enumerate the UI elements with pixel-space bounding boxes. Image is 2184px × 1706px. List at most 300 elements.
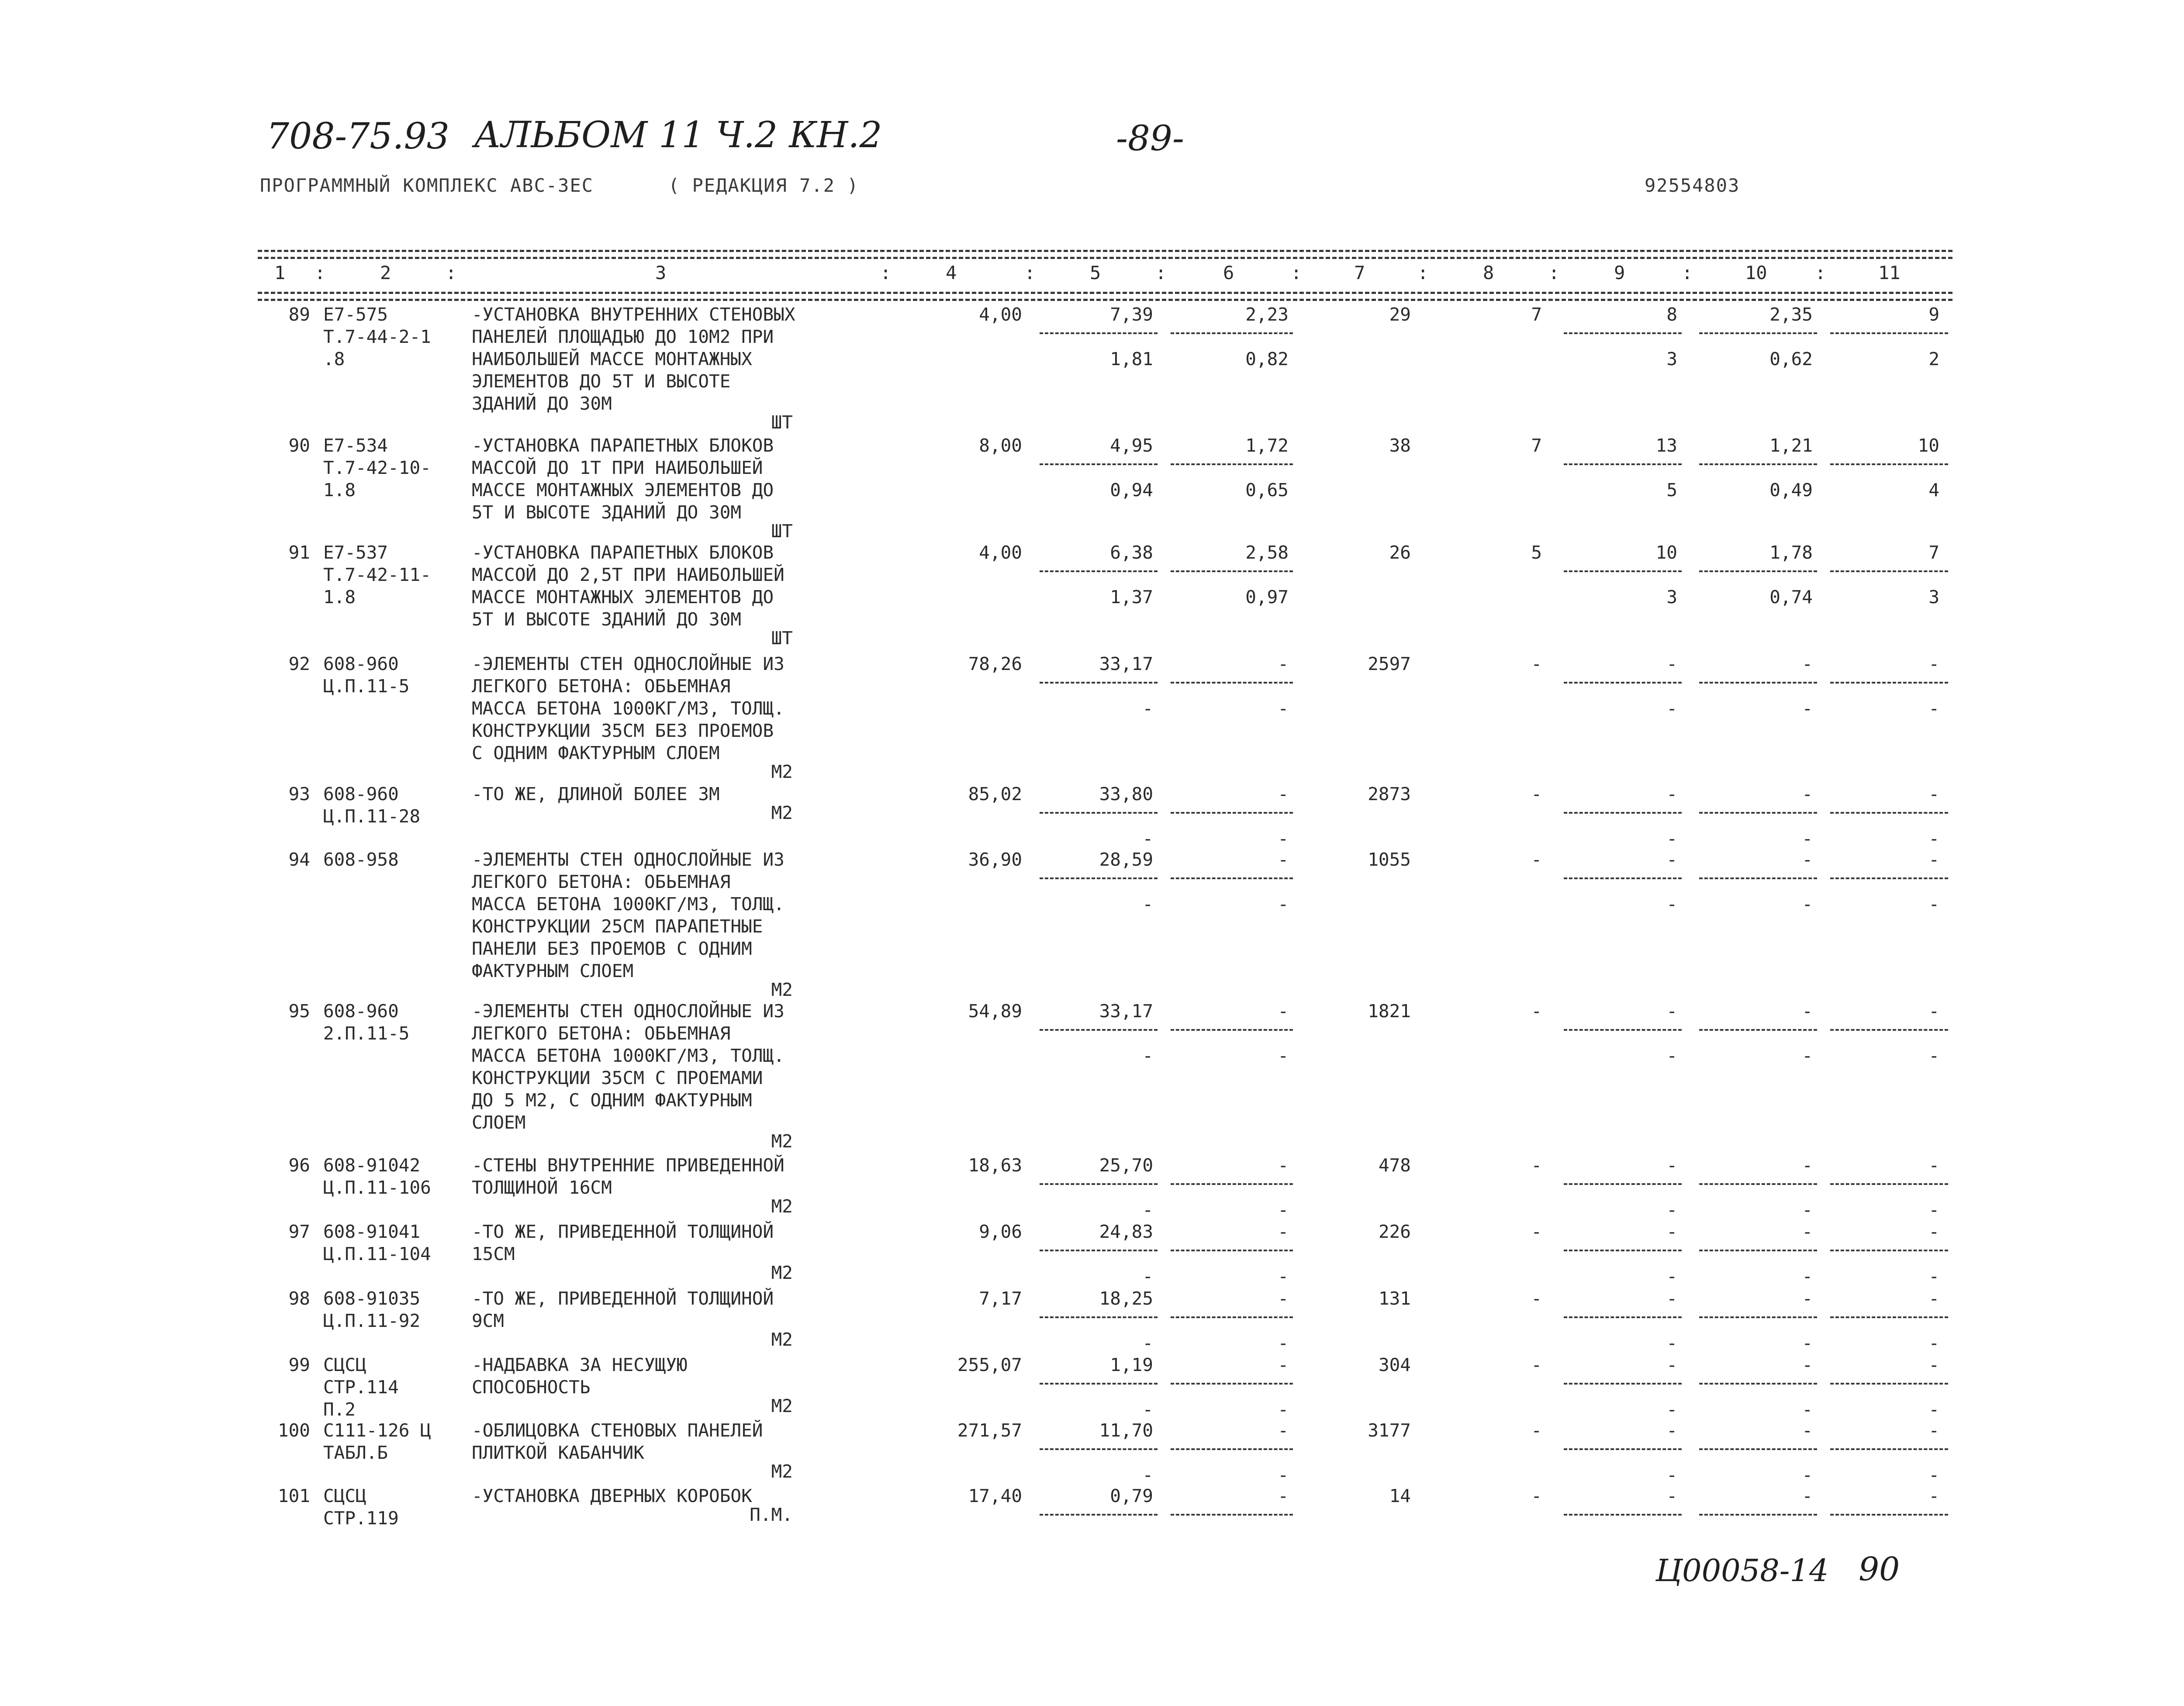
value-divider [1040, 1448, 1158, 1450]
cell-col-7: 2597 [1368, 653, 1411, 674]
cell-col-5-sub: - [1142, 1333, 1153, 1354]
cell-col-6-sub: - [1278, 1333, 1289, 1354]
cell-col-5: 4,95 [1110, 435, 1153, 456]
cell-col-9-sub: - [1666, 894, 1677, 915]
cell-col-6: - [1278, 1221, 1289, 1242]
col-head-6: 6 [1223, 262, 1234, 283]
cell-col-11-sub: 4 [1928, 480, 1939, 501]
cell-col-6-sub: 0,65 [1245, 480, 1289, 501]
row-description: -ТО ЖЕ, ПРИВЕДЕННОЙ ТОЛЩИНОЙ 15СМ [472, 1221, 774, 1264]
cell-col-11: 9 [1928, 304, 1939, 325]
cell-col-10-sub: - [1802, 698, 1813, 719]
value-divider [1040, 1383, 1158, 1385]
cell-col-5: 24,83 [1099, 1221, 1153, 1242]
cell-col-7: 478 [1378, 1155, 1411, 1176]
cell-col-11: - [1928, 849, 1939, 870]
cell-col-7: 29 [1389, 304, 1411, 325]
value-divider [1564, 1029, 1682, 1031]
cell-col-9-sub: - [1666, 1399, 1677, 1420]
value-divider [1699, 1383, 1817, 1385]
value-divider [1040, 1250, 1158, 1251]
cell-col-11-sub: - [1928, 1199, 1939, 1220]
value-divider [1564, 682, 1682, 684]
row-code: С111-126 Ц ТАБЛ.Б [323, 1420, 431, 1463]
col-sep: : [1155, 262, 1167, 283]
cell-col-9-sub: - [1666, 1464, 1677, 1485]
row-number: 98 [288, 1288, 310, 1309]
cell-col-10-sub: - [1802, 1199, 1813, 1220]
cell-col-7: 14 [1389, 1485, 1411, 1506]
cell-col-5-sub: 1,37 [1110, 587, 1153, 608]
cell-col-11-sub: 3 [1928, 587, 1939, 608]
edition: ( РЕДАКЦИЯ 7.2 ) [668, 175, 859, 196]
cell-col-5: 11,70 [1099, 1420, 1153, 1441]
cell-col-10-sub: - [1802, 1464, 1813, 1485]
cell-col-5-sub: - [1142, 1199, 1153, 1220]
row-description: -УСТАНОВКА ВНУТРЕННИХ СТЕНОВЫХ ПАНЕЛЕЙ ПЛОЩАДЬЮ ДО 10М2 ПРИ НАИБОЛЬШЕЙ МАССЕ МОНТАЖНЫХ ЭЛЕМЕНТОВ ДО 5Т И ВЫСОТЕ ЗДАНИЙ ДО 30М [472, 304, 795, 414]
cell-col-11-sub: - [1928, 1464, 1939, 1485]
cell-col-9: - [1666, 1485, 1677, 1506]
cell-col-10-sub: 0,49 [1769, 480, 1813, 501]
col-sep: : [1024, 262, 1036, 283]
value-divider [1830, 1316, 1948, 1318]
cell-col-6-sub: - [1278, 1045, 1289, 1066]
cell-col-8: 5 [1531, 542, 1542, 563]
cell-col-10-sub: - [1802, 1266, 1813, 1287]
value-divider [1699, 463, 1817, 465]
cell-col-6-sub: - [1278, 698, 1289, 719]
cell-col-11-sub: - [1928, 1399, 1939, 1420]
cell-col-10-sub: - [1802, 894, 1813, 915]
value-divider [1040, 682, 1158, 684]
row-description: -СТЕНЫ ВНУТРЕННИЕ ПРИВЕДЕННОЙ ТОЛЩИНОЙ 16СМ [472, 1155, 784, 1198]
sheet-number: 90 [1859, 1551, 1900, 1588]
value-divider [1171, 1183, 1293, 1185]
row-unit: ШТ [771, 521, 793, 542]
cell-col-6: - [1278, 1354, 1289, 1375]
value-divider [1171, 877, 1293, 879]
col-sep: : [1682, 262, 1693, 283]
cell-col-8: - [1531, 1155, 1542, 1176]
cell-col-5: 7,39 [1110, 304, 1153, 325]
cell-col-5-sub: - [1142, 1399, 1153, 1420]
value-divider [1171, 812, 1293, 814]
row-description: -ТО ЖЕ, ПРИВЕДЕННОЙ ТОЛЩИНОЙ 9СМ [472, 1288, 774, 1331]
row-code: 608-958 [323, 849, 399, 870]
cell-col-11: - [1928, 1485, 1939, 1506]
row-unit: М2 [771, 1131, 793, 1152]
cell-col-10: 2,35 [1769, 304, 1813, 325]
value-divider [1040, 463, 1158, 465]
cell-col-6-sub: - [1278, 828, 1289, 849]
cell-col-6: - [1278, 1288, 1289, 1309]
cell-col-10-sub: - [1802, 1045, 1813, 1066]
cell-col-10: - [1802, 1221, 1813, 1242]
row-code: СЦСЦ СТР.114 П.2 [323, 1354, 399, 1420]
value-divider [1040, 1029, 1158, 1031]
value-divider [1040, 1316, 1158, 1318]
cell-col-4: 8,00 [979, 435, 1022, 456]
cell-col-11: - [1928, 784, 1939, 805]
cell-col-6: - [1278, 849, 1289, 870]
value-divider [1699, 1183, 1817, 1185]
cell-col-8: - [1531, 1001, 1542, 1022]
cell-col-4: 7,17 [979, 1288, 1022, 1309]
value-divider [1699, 1250, 1817, 1251]
cell-col-4: 4,00 [979, 542, 1022, 563]
row-unit: М2 [771, 761, 793, 782]
cell-col-8: 7 [1531, 435, 1542, 456]
value-divider [1040, 570, 1158, 572]
value-divider [1564, 1514, 1682, 1516]
cell-col-10: - [1802, 1288, 1813, 1309]
value-divider [1564, 812, 1682, 814]
row-number: 95 [288, 1001, 310, 1022]
cell-col-4: 54,89 [968, 1001, 1022, 1022]
value-divider [1699, 1514, 1817, 1516]
cell-col-7: 2873 [1368, 784, 1411, 805]
value-divider [1171, 1250, 1293, 1251]
cell-col-5: 1,19 [1110, 1354, 1153, 1375]
value-divider [1830, 332, 1948, 334]
value-divider [1564, 570, 1682, 572]
cell-col-8: - [1531, 1485, 1542, 1506]
cell-col-8: - [1531, 849, 1542, 870]
value-divider [1171, 682, 1293, 684]
col-sep: : [314, 262, 326, 283]
header-rule-mid [258, 257, 1952, 259]
cell-col-6-sub: 0,97 [1245, 587, 1289, 608]
col-head-10: 10 [1745, 262, 1767, 283]
cell-col-6: 2,23 [1245, 304, 1289, 325]
row-number: 100 [277, 1420, 310, 1441]
cell-col-8: - [1531, 1420, 1542, 1441]
row-unit: М2 [771, 1395, 793, 1416]
cell-col-11: - [1928, 1001, 1939, 1022]
cell-col-9: - [1666, 1354, 1677, 1375]
cell-col-4: 36,90 [968, 849, 1022, 870]
row-description: -УСТАНОВКА ПАРАПЕТНЫХ БЛОКОВ МАССОЙ ДО 1Т ПРИ НАИБОЛЬШЕЙ МАССЕ МОНТАЖНЫХ ЭЛЕМЕНТОВ ДО 5Т И ВЫСОТЕ ЗДАНИЙ ДО 30М [472, 435, 774, 523]
cell-col-10: - [1802, 849, 1813, 870]
value-divider [1699, 332, 1817, 334]
row-number: 91 [288, 542, 310, 563]
cell-col-8: - [1531, 653, 1542, 674]
row-number: 99 [288, 1354, 310, 1375]
value-divider [1830, 1183, 1948, 1185]
doc-code: 708-75.93 [266, 116, 449, 157]
cell-col-5-sub: - [1142, 894, 1153, 915]
cell-col-9: - [1666, 784, 1677, 805]
cell-col-6-sub: 0,82 [1245, 349, 1289, 370]
value-divider [1699, 1316, 1817, 1318]
cell-col-5-sub: 1,81 [1110, 349, 1153, 370]
value-divider [1830, 463, 1948, 465]
cell-col-4: 18,63 [968, 1155, 1022, 1176]
row-number: 93 [288, 784, 310, 805]
row-number: 94 [288, 849, 310, 870]
row-description: -ЭЛЕМЕНТЫ СТЕН ОДНОСЛОЙНЫЕ ИЗ ЛЕГКОГО БЕТОНА: ОБЬЕМНАЯ МАССА БЕТОНА 1000КГ/М3, ТОЛЩ. КОНСТРУКЦИИ 25СМ ПАРАПЕТНЫЕ ПАНЕЛИ БЕЗ ПРОЕМОВ С ОДНИМ ФАКТУРНЫМ СЛОЕМ [472, 849, 784, 981]
program-name: ПРОГРАММНЫЙ КОМПЛЕКС АВС-ЗЕС [260, 175, 594, 196]
value-divider [1830, 812, 1948, 814]
cell-col-5: 25,70 [1099, 1155, 1153, 1176]
cell-col-10: - [1802, 1155, 1813, 1176]
row-code: Е7-534 Т.7-42-10- 1.8 [323, 435, 431, 501]
cell-col-7: 38 [1389, 435, 1411, 456]
col-head-4: 4 [946, 262, 957, 283]
cell-col-8: - [1531, 1288, 1542, 1309]
row-unit: М2 [771, 1196, 793, 1217]
row-description: -ТО ЖЕ, ДЛИНОЙ БОЛЕЕ 3М [472, 784, 720, 805]
col-sep: : [1291, 262, 1302, 283]
cell-col-9: - [1666, 1221, 1677, 1242]
cell-col-5-sub: - [1142, 828, 1153, 849]
row-description: -ЭЛЕМЕНТЫ СТЕН ОДНОСЛОЙНЫЕ ИЗ ЛЕГКОГО БЕТОНА: ОБЬЕМНАЯ МАССА БЕТОНА 1000КГ/М3, ТОЛЩ. КОНСТРУКЦИИ 35СМ БЕЗ ПРОЕМОВ С ОДНИМ ФАКТУРНЫМ СЛОЕМ [472, 653, 784, 763]
col-sep: : [446, 262, 457, 283]
row-code: Е7-537 Т.7-42-11- 1.8 [323, 542, 431, 608]
row-code: СЦСЦ СТР.119 [323, 1485, 399, 1529]
row-unit: М2 [771, 979, 793, 1000]
row-number: 92 [288, 653, 310, 674]
cell-col-11: - [1928, 1221, 1939, 1242]
value-divider [1830, 1448, 1948, 1450]
cell-col-9-sub: - [1666, 1045, 1677, 1066]
value-divider [1171, 570, 1293, 572]
value-divider [1171, 1448, 1293, 1450]
cell-col-5: 33,80 [1099, 784, 1153, 805]
row-code: 608-91041 Ц.П.11-104 [323, 1221, 431, 1264]
cell-col-7: 1821 [1368, 1001, 1411, 1022]
cell-col-10: - [1802, 1420, 1813, 1441]
row-unit: ШТ [771, 412, 793, 433]
cell-col-5-sub: - [1142, 1045, 1153, 1066]
cell-col-5-sub: - [1142, 1464, 1153, 1485]
cell-col-6-sub: - [1278, 894, 1289, 915]
cell-col-11-sub: - [1928, 828, 1939, 849]
cell-col-4: 9,06 [979, 1221, 1022, 1242]
cell-col-7: 304 [1378, 1354, 1411, 1375]
cell-col-10-sub: - [1802, 1399, 1813, 1420]
cell-col-6: - [1278, 653, 1289, 674]
row-number: 101 [277, 1485, 310, 1506]
value-divider [1171, 1514, 1293, 1516]
cell-col-4: 4,00 [979, 304, 1022, 325]
cell-col-9-sub: - [1666, 1333, 1677, 1354]
value-divider [1564, 1316, 1682, 1318]
row-code: 608-960 Ц.П.11-28 [323, 784, 421, 827]
cell-col-4: 85,02 [968, 784, 1022, 805]
row-unit: М2 [771, 1461, 793, 1482]
cell-col-5: 6,38 [1110, 542, 1153, 563]
sheet-code: Ц00058-14 [1655, 1553, 1829, 1589]
cell-col-11-sub: - [1928, 1045, 1939, 1066]
value-divider [1830, 570, 1948, 572]
cell-col-6-sub: - [1278, 1199, 1289, 1220]
row-code: 608-960 Ц.П.11-5 [323, 653, 410, 697]
cell-col-5-sub: - [1142, 698, 1153, 719]
row-unit: М2 [771, 802, 793, 823]
value-divider [1564, 463, 1682, 465]
cell-col-6: - [1278, 1001, 1289, 1022]
cell-col-6-sub: - [1278, 1266, 1289, 1287]
col-head-7: 7 [1354, 262, 1365, 283]
cell-col-5-sub: 0,94 [1110, 480, 1153, 501]
row-description: -ЭЛЕМЕНТЫ СТЕН ОДНОСЛОЙНЫЕ ИЗ ЛЕГКОГО БЕТОНА: ОБЬЕМНАЯ МАССА БЕТОНА 1000КГ/М3, ТОЛЩ. КОНСТРУКЦИИ 35СМ С ПРОЕМАМИ ДО 5 М2, С ОДНИМ ФАКТУРНЫМ СЛОЕМ [472, 1001, 784, 1133]
value-divider [1171, 1383, 1293, 1385]
row-unit: ШТ [771, 628, 793, 649]
page-number: -89- [1116, 118, 1184, 159]
value-divider [1564, 877, 1682, 879]
value-divider [1699, 877, 1817, 879]
value-divider [1564, 1448, 1682, 1450]
cell-col-9-sub: - [1666, 828, 1677, 849]
cell-col-7: 3177 [1368, 1420, 1411, 1441]
cell-col-10-sub: 0,74 [1769, 587, 1813, 608]
row-description: -НАДБАВКА ЗА НЕСУЩУЮ СПОСОБНОСТЬ [472, 1354, 688, 1398]
row-code: 608-91035 Ц.П.11-92 [323, 1288, 421, 1331]
cell-col-10-sub: 0,62 [1769, 349, 1813, 370]
value-divider [1171, 332, 1293, 334]
row-unit: П.М. [750, 1504, 793, 1525]
cell-col-9: - [1666, 653, 1677, 674]
col-sep: : [1548, 262, 1560, 283]
cell-col-7: 226 [1378, 1221, 1411, 1242]
cell-col-6-sub: - [1278, 1399, 1289, 1420]
row-description: -УСТАНОВКА ПАРАПЕТНЫХ БЛОКОВ МАССОЙ ДО 2,5Т ПРИ НАИБОЛЬШЕЙ МАССЕ МОНТАЖНЫХ ЭЛЕМЕНТОВ ДО 5Т И ВЫСОТЕ ЗДАНИЙ ДО 30М [472, 542, 784, 630]
cell-col-11-sub: - [1928, 894, 1939, 915]
col-head-9: 9 [1614, 262, 1625, 283]
cell-col-11: - [1928, 1420, 1939, 1441]
cell-col-7: 1055 [1368, 849, 1411, 870]
value-divider [1699, 570, 1817, 572]
cell-col-9: 8 [1666, 304, 1677, 325]
cell-col-9-sub: 3 [1666, 587, 1677, 608]
cell-col-6: - [1278, 1420, 1289, 1441]
value-divider [1040, 1183, 1158, 1185]
cell-col-6: - [1278, 1485, 1289, 1506]
value-divider [1699, 812, 1817, 814]
cell-col-9-sub: - [1666, 698, 1677, 719]
cell-col-9: - [1666, 849, 1677, 870]
row-unit: М2 [771, 1262, 793, 1283]
value-divider [1564, 1383, 1682, 1385]
col-head-11: 11 [1878, 262, 1901, 283]
cell-col-9: 10 [1655, 542, 1677, 563]
value-divider [1699, 1029, 1817, 1031]
col-sep: : [1417, 262, 1429, 283]
cell-col-4: 17,40 [968, 1485, 1022, 1506]
value-divider [1040, 1514, 1158, 1516]
cell-col-9: - [1666, 1288, 1677, 1309]
cell-col-8: 7 [1531, 304, 1542, 325]
value-divider [1830, 1250, 1948, 1251]
value-divider [1040, 812, 1158, 814]
value-divider [1564, 1183, 1682, 1185]
value-divider [1171, 463, 1293, 465]
row-number: 90 [288, 435, 310, 456]
col-head-1: 1 [274, 262, 286, 283]
cell-col-10: - [1802, 1001, 1813, 1022]
cell-col-9-sub: 3 [1666, 349, 1677, 370]
value-divider [1564, 1250, 1682, 1251]
cell-col-11-sub: - [1928, 1333, 1939, 1354]
value-divider [1830, 1383, 1948, 1385]
cell-col-6: - [1278, 784, 1289, 805]
value-divider [1040, 877, 1158, 879]
cell-col-8: - [1531, 1221, 1542, 1242]
col-sep: : [1815, 262, 1826, 283]
value-divider [1699, 682, 1817, 684]
cell-col-10: - [1802, 1485, 1813, 1506]
row-number: 96 [288, 1155, 310, 1176]
cell-col-4: 271,57 [957, 1420, 1022, 1441]
document-code: 92554803 [1645, 175, 1740, 196]
cell-col-10-sub: - [1802, 1333, 1813, 1354]
cell-col-9: - [1666, 1155, 1677, 1176]
col-sep: : [880, 262, 892, 283]
value-divider [1830, 877, 1948, 879]
col-head-5: 5 [1090, 262, 1101, 283]
row-number: 89 [288, 304, 310, 325]
cell-col-11: - [1928, 1155, 1939, 1176]
value-divider [1171, 1029, 1293, 1031]
col-head-3: 3 [655, 262, 667, 283]
cell-col-4: 78,26 [968, 653, 1022, 674]
cell-col-11: - [1928, 1354, 1939, 1375]
album-title: АЛЬБОМ 11 Ч.2 КН.2 [474, 114, 882, 156]
cell-col-11: - [1928, 1288, 1939, 1309]
cell-col-6-sub: - [1278, 1464, 1289, 1485]
row-description: -УСТАНОВКА ДВЕРНЫХ КОРОБОК [472, 1485, 752, 1506]
cell-col-6: 2,58 [1245, 542, 1289, 563]
cell-col-10: 1,21 [1769, 435, 1813, 456]
value-divider [1040, 332, 1158, 334]
cell-col-10: 1,78 [1769, 542, 1813, 563]
cell-col-11-sub: - [1928, 698, 1939, 719]
header-rule-bottom2 [258, 299, 1952, 301]
cell-col-9-sub: - [1666, 1266, 1677, 1287]
value-divider [1830, 1514, 1948, 1516]
cell-col-7: 26 [1389, 542, 1411, 563]
cell-col-9: - [1666, 1420, 1677, 1441]
cell-col-4: 255,07 [957, 1354, 1022, 1375]
cell-col-5: 0,79 [1110, 1485, 1153, 1506]
cell-col-5-sub: - [1142, 1266, 1153, 1287]
value-divider [1699, 1448, 1817, 1450]
cell-col-5: 18,25 [1099, 1288, 1153, 1309]
cell-col-10: - [1802, 1354, 1813, 1375]
cell-col-6: - [1278, 1155, 1289, 1176]
value-divider [1171, 1316, 1293, 1318]
header-rule-top [258, 250, 1952, 252]
cell-col-6: 1,72 [1245, 435, 1289, 456]
cell-col-9: 13 [1655, 435, 1677, 456]
cell-col-10: - [1802, 653, 1813, 674]
col-head-2: 2 [380, 262, 391, 283]
cell-col-7: 131 [1378, 1288, 1411, 1309]
cell-col-11: - [1928, 653, 1939, 674]
cell-col-5: 28,59 [1099, 849, 1153, 870]
header-rule-bottom [258, 292, 1952, 294]
cell-col-11-sub: - [1928, 1266, 1939, 1287]
cell-col-5: 33,17 [1099, 1001, 1153, 1022]
row-description: -ОБЛИЦОВКА СТЕНОВЫХ ПАНЕЛЕЙ ПЛИТКОЙ КАБАНЧИК [472, 1420, 763, 1463]
row-number: 97 [288, 1221, 310, 1242]
col-head-8: 8 [1483, 262, 1494, 283]
row-unit: М2 [771, 1329, 793, 1350]
value-divider [1830, 1029, 1948, 1031]
value-divider [1830, 682, 1948, 684]
value-divider [1564, 332, 1682, 334]
